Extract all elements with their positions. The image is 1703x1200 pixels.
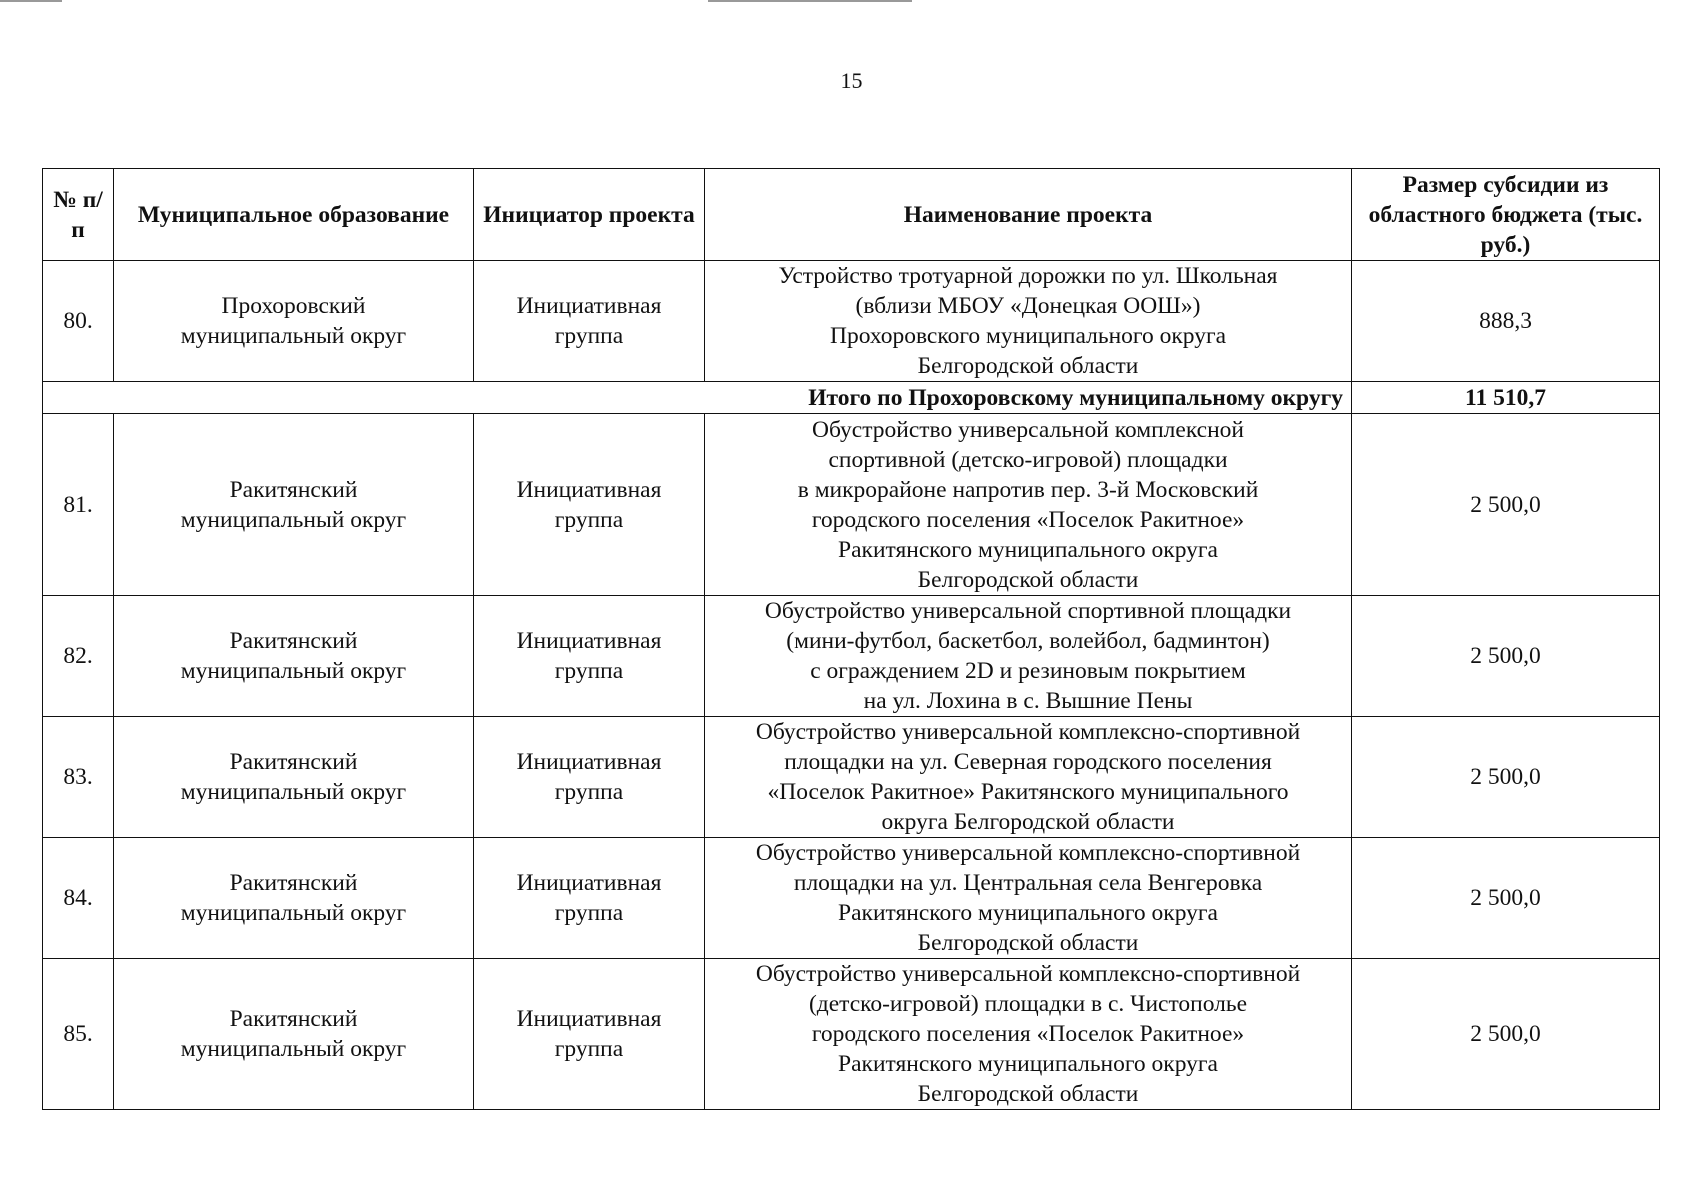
cell-project: Обустройство универсальной комплексно-спортивной (детско-игровой) площадки в с. Чистополье городского поселения «Поселок Ракитное» Ракитянского муниципального округа Белгородской области bbox=[705, 959, 1352, 1110]
cell-num: 83. bbox=[43, 717, 114, 838]
cell-project: Обустройство универсальной комплексно-спортивной площадки на ул. Центральная села Венгеровка Ракитянского муниципального округа Белгородской области bbox=[705, 838, 1352, 959]
cell-municipality: Прохоровский муниципальный округ bbox=[114, 261, 474, 382]
cell-initiator: Инициативная группа bbox=[474, 596, 705, 717]
cell-initiator: Инициативная группа bbox=[474, 717, 705, 838]
table-row bbox=[43, 838, 1660, 959]
subsidy-table bbox=[42, 168, 1660, 1110]
subtotal-label: Итого по Прохоровскому муниципальному округу bbox=[43, 382, 1352, 414]
cell-municipality: Ракитянский муниципальный округ bbox=[114, 596, 474, 717]
cell-project: Устройство тротуарной дорожки по ул. Школьная (вблизи МБОУ «Донецкая ООШ») Прохоровского муниципального округа Белгородской области bbox=[705, 261, 1352, 382]
table-header-row bbox=[43, 169, 1660, 261]
cell-municipality: Ракитянский муниципальный округ bbox=[114, 959, 474, 1110]
cell-municipality: Ракитянский муниципальный округ bbox=[114, 414, 474, 596]
cell-num: 81. bbox=[43, 414, 114, 596]
table-row bbox=[43, 261, 1660, 382]
cell-initiator: Инициативная группа bbox=[474, 414, 705, 596]
header-subsidy: Размер субсидии из областного бюджета (тыс. руб.) bbox=[1352, 169, 1660, 261]
cell-subsidy: 2 500,0 bbox=[1352, 596, 1660, 717]
table-row bbox=[43, 414, 1660, 596]
table-row bbox=[43, 717, 1660, 838]
header-project: Наименование проекта bbox=[705, 169, 1352, 261]
cell-subsidy: 2 500,0 bbox=[1352, 838, 1660, 959]
cell-initiator: Инициативная группа bbox=[474, 261, 705, 382]
table-row bbox=[43, 596, 1660, 717]
header-municipality: Муниципальное образование bbox=[114, 169, 474, 261]
scan-artifact-line-left bbox=[0, 0, 62, 2]
cell-subsidy: 2 500,0 bbox=[1352, 959, 1660, 1110]
cell-project: Обустройство универсальной комплексно-спортивной площадки на ул. Северная городского поселения «Поселок Ракитное» Ракитянского муниципального округа Белгородской области bbox=[705, 717, 1352, 838]
header-num: № п/п bbox=[43, 169, 114, 261]
cell-subsidy: 888,3 bbox=[1352, 261, 1660, 382]
cell-project: Обустройство универсальной комплексной спортивной (детско-игровой) площадки в микрорайоне напротив пер. 3-й Московский городского поселения «Поселок Ракитное» Ракитянского муниципального округа Белгородской области bbox=[705, 414, 1352, 596]
scan-artifact-line-center bbox=[708, 0, 912, 2]
cell-num: 82. bbox=[43, 596, 114, 717]
cell-municipality: Ракитянский муниципальный округ bbox=[114, 838, 474, 959]
page-number: 15 bbox=[840, 68, 863, 93]
cell-num: 80. bbox=[43, 261, 114, 382]
cell-municipality: Ракитянский муниципальный округ bbox=[114, 717, 474, 838]
cell-project: Обустройство универсальной спортивной площадки (мини-футбол, баскетбол, волейбол, бадминтон) с ограждением 2D и резиновым покрытием на ул. Лохина в с. Вышние Пены bbox=[705, 596, 1352, 717]
subtotal-row bbox=[43, 382, 1660, 414]
subtotal-value: 11 510,7 bbox=[1352, 382, 1660, 414]
cell-initiator: Инициативная группа bbox=[474, 959, 705, 1110]
cell-num: 85. bbox=[43, 959, 114, 1110]
table-row bbox=[43, 959, 1660, 1110]
cell-initiator: Инициативная группа bbox=[474, 838, 705, 959]
cell-num: 84. bbox=[43, 838, 114, 959]
cell-subsidy: 2 500,0 bbox=[1352, 414, 1660, 596]
header-initiator: Инициатор проекта bbox=[474, 169, 705, 261]
cell-subsidy: 2 500,0 bbox=[1352, 717, 1660, 838]
